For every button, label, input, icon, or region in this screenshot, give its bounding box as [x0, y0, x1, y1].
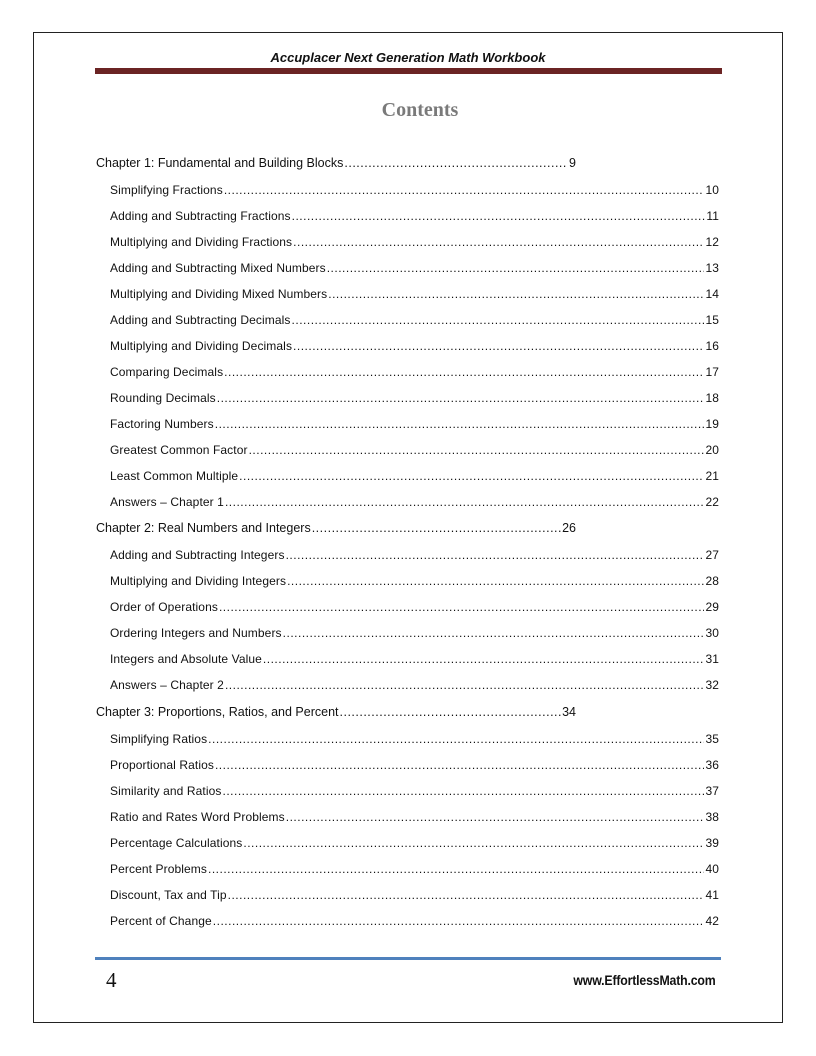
dot-leader — [328, 287, 704, 301]
dot-leader — [224, 365, 704, 379]
section-page-number: 13 — [705, 261, 719, 275]
website-link[interactable]: www.EffortlessMath.com — [573, 972, 716, 988]
section-title: Multiplying and Dividing Integers — [110, 574, 287, 588]
section-title: Multiplying and Dividing Mixed Numbers — [110, 287, 328, 301]
section-page-number: 28 — [705, 574, 719, 588]
section-title: Simplifying Ratios — [110, 732, 208, 746]
section-page-number: 22 — [705, 495, 719, 509]
section-title: Least Common Multiple — [110, 469, 239, 483]
section-page-number: 21 — [705, 469, 719, 483]
section-page-number: 19 — [705, 417, 719, 431]
toc-chapter-entry[interactable] — [96, 156, 576, 170]
section-title: Factoring Numbers — [110, 417, 214, 431]
dot-leader — [208, 862, 704, 876]
dot-leader — [293, 235, 704, 249]
section-title: Multiplying and Dividing Fractions — [110, 235, 293, 249]
toc-section-entry[interactable] — [110, 732, 719, 746]
toc-section-entry[interactable] — [110, 443, 719, 457]
dot-leader — [217, 391, 705, 405]
dot-leader — [228, 888, 705, 902]
section-page-number: 37 — [705, 784, 719, 798]
toc-section-entry[interactable] — [110, 313, 719, 327]
toc-section-entry[interactable] — [110, 339, 719, 353]
dot-leader — [222, 784, 704, 798]
dot-leader — [239, 469, 704, 483]
toc-section-entry[interactable] — [110, 365, 719, 379]
section-page-number: 29 — [705, 600, 719, 614]
section-page-number: 20 — [705, 443, 719, 457]
dot-leader — [287, 574, 704, 588]
section-page-number: 40 — [705, 862, 719, 876]
section-title: Answers – Chapter 1 — [110, 495, 224, 509]
section-title: Similarity and Ratios — [110, 784, 222, 798]
toc-section-entry[interactable] — [110, 235, 719, 249]
section-page-number: 18 — [705, 391, 719, 405]
dot-leader — [344, 156, 568, 170]
toc-section-entry[interactable] — [110, 548, 719, 562]
section-page-number: 16 — [705, 339, 719, 353]
toc-section-entry[interactable] — [110, 836, 719, 850]
toc-section-entry[interactable] — [110, 209, 719, 223]
section-page-number: 36 — [705, 758, 719, 772]
dot-leader — [219, 600, 704, 614]
section-title: Percentage Calculations — [110, 836, 243, 850]
dot-leader — [292, 209, 706, 223]
dot-leader — [292, 313, 705, 327]
section-title: Integers and Absolute Value — [110, 652, 262, 666]
toc-section-entry[interactable] — [110, 261, 719, 275]
toc-title: Contents — [381, 99, 459, 121]
section-title: Answers – Chapter 2 — [110, 678, 224, 692]
chapter-page-number: 9 — [569, 156, 576, 170]
chapter-page-number: 26 — [562, 521, 576, 535]
section-title: Multiplying and Dividing Decimals — [110, 339, 293, 353]
section-title: Adding and Subtracting Integers — [110, 548, 285, 562]
section-title: Ordering Integers and Numbers — [110, 626, 282, 640]
dot-leader — [249, 443, 705, 457]
dot-leader — [225, 495, 704, 509]
chapter-title: Chapter 3: Proportions, Ratios, and Percent — [96, 705, 339, 719]
section-page-number: 35 — [705, 732, 719, 746]
dot-leader — [286, 548, 705, 562]
section-page-number: 27 — [705, 548, 719, 562]
page-number: 4 — [106, 968, 117, 992]
toc-section-entry[interactable] — [110, 678, 719, 692]
section-page-number: 12 — [705, 235, 719, 249]
toc-section-entry[interactable] — [110, 600, 719, 614]
section-title: Percent Problems — [110, 862, 207, 876]
dot-leader — [327, 261, 705, 275]
section-title: Ratio and Rates Word Problems — [110, 810, 285, 824]
chapter-page-number: 34 — [562, 705, 576, 719]
dot-leader — [215, 417, 705, 431]
toc-chapter-entry[interactable] — [96, 521, 576, 535]
section-title: Rounding Decimals — [110, 391, 216, 405]
section-title: Discount, Tax and Tip — [110, 888, 227, 902]
section-title: Order of Operations — [110, 600, 218, 614]
dot-leader — [312, 521, 561, 535]
chapter-title: Chapter 2: Real Numbers and Integers — [96, 521, 311, 535]
dot-leader — [340, 705, 562, 719]
toc-section-entry[interactable] — [110, 652, 719, 666]
toc-section-entry[interactable] — [110, 810, 719, 824]
dot-leader — [225, 678, 704, 692]
section-title: Proportional Ratios — [110, 758, 214, 772]
section-page-number: 14 — [705, 287, 719, 301]
toc-chapter-entry[interactable] — [96, 705, 576, 719]
section-page-number: 42 — [705, 914, 719, 928]
toc-section-entry[interactable] — [110, 888, 719, 902]
section-page-number: 38 — [705, 810, 719, 824]
section-page-number: 10 — [705, 183, 719, 197]
section-title: Adding and Subtracting Decimals — [110, 313, 291, 327]
section-page-number: 30 — [705, 626, 719, 640]
dot-leader — [293, 339, 704, 353]
toc-section-entry[interactable] — [110, 391, 719, 405]
toc-section-entry[interactable] — [110, 914, 719, 928]
toc-section-entry[interactable] — [110, 495, 719, 509]
toc-section-entry[interactable] — [110, 862, 719, 876]
dot-leader — [243, 836, 704, 850]
toc-section-entry[interactable] — [110, 758, 719, 772]
dot-leader — [286, 810, 705, 824]
section-page-number: 41 — [705, 888, 719, 902]
section-title: Percent of Change — [110, 914, 212, 928]
toc-section-entry[interactable] — [110, 183, 719, 197]
section-page-number: 32 — [705, 678, 719, 692]
section-page-number: 39 — [705, 836, 719, 850]
header-rule — [95, 68, 722, 74]
section-title: Adding and Subtracting Mixed Numbers — [110, 261, 326, 275]
toc-section-entry[interactable] — [110, 784, 719, 798]
section-page-number: 17 — [705, 365, 719, 379]
dot-leader — [215, 758, 704, 772]
toc-section-entry[interactable] — [110, 417, 719, 431]
section-title: Adding and Subtracting Fractions — [110, 209, 291, 223]
running-header-title: Accuplacer Next Generation Math Workbook — [270, 50, 546, 65]
dot-leader — [263, 652, 705, 666]
toc-section-entry[interactable] — [110, 626, 719, 640]
section-title: Simplifying Fractions — [110, 183, 223, 197]
section-title: Greatest Common Factor — [110, 443, 248, 457]
section-page-number: 11 — [706, 209, 719, 223]
section-title: Comparing Decimals — [110, 365, 224, 379]
toc-section-entry[interactable] — [110, 287, 719, 301]
section-page-number: 31 — [705, 652, 719, 666]
dot-leader — [283, 626, 705, 640]
chapter-title: Chapter 1: Fundamental and Building Blocks — [96, 156, 344, 170]
dot-leader — [224, 183, 705, 197]
toc-section-entry[interactable] — [110, 469, 719, 483]
section-page-number: 15 — [705, 313, 719, 327]
dot-leader — [208, 732, 704, 746]
footer-rule — [95, 957, 721, 960]
dot-leader — [213, 914, 705, 928]
toc-section-entry[interactable] — [110, 574, 719, 588]
